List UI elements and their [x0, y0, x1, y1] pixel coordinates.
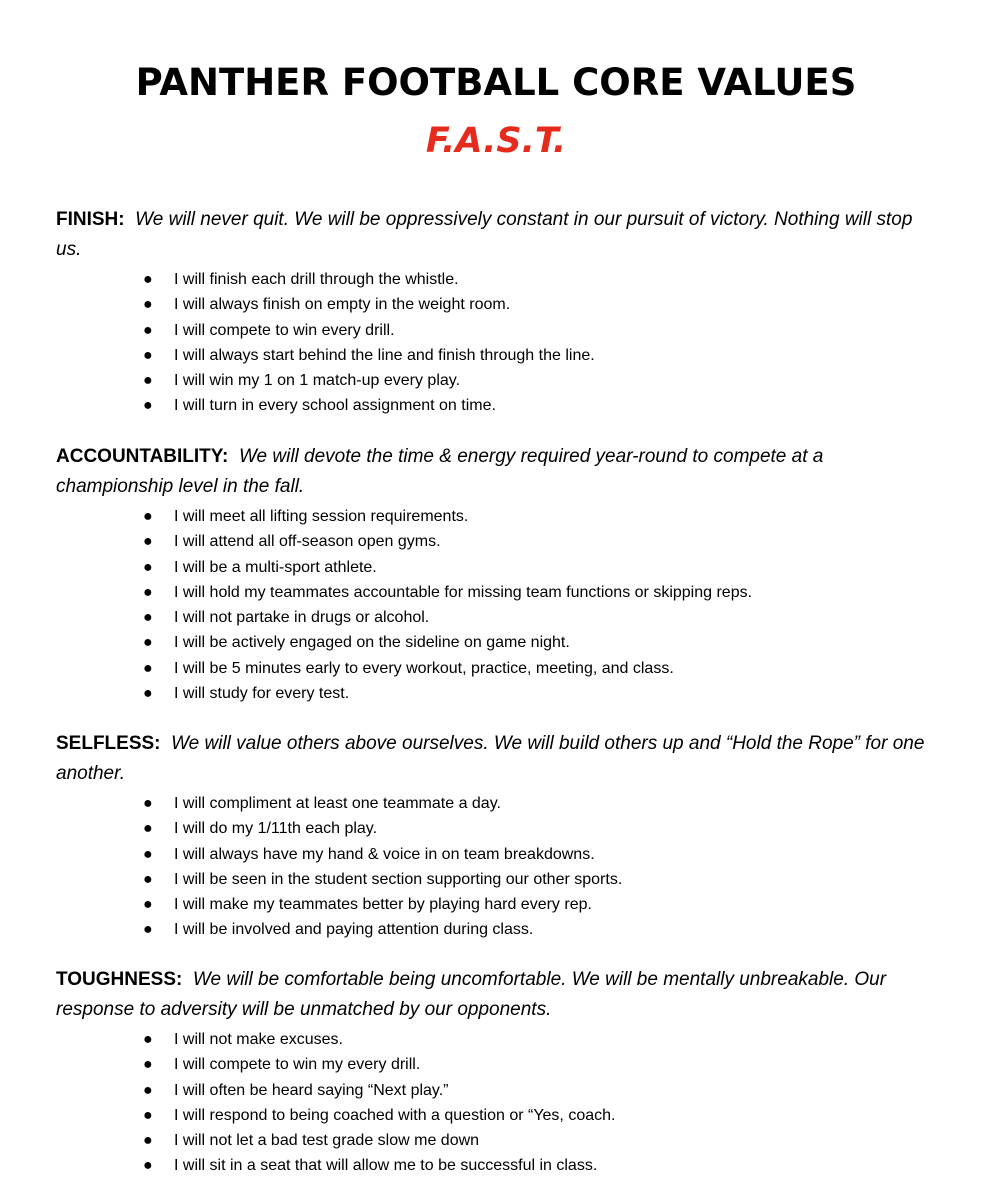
list-item-text: I will be actively engaged on the sideline on game night. — [174, 634, 570, 652]
bullet-icon: ● — [143, 533, 153, 551]
list-item-text: I will respond to being coached with a question or “Yes, coach. — [174, 1106, 616, 1124]
section-heading — [56, 965, 936, 1025]
bullet-icon: ● — [143, 870, 153, 888]
list-item — [56, 267, 936, 292]
list-item-text: I will win my 1 on 1 match-up every play. — [174, 372, 461, 390]
bullet-icon: ● — [143, 583, 153, 601]
list-item — [56, 368, 936, 393]
list-item — [56, 917, 936, 942]
list-item — [56, 892, 936, 917]
list-item — [56, 1153, 936, 1178]
list-item — [56, 393, 936, 418]
list-item — [56, 1052, 936, 1077]
bullet-icon: ● — [143, 271, 153, 288]
list-item — [56, 555, 936, 580]
list-item-text: I will make my teammates better by playing hard every rep. — [174, 896, 592, 914]
section-description: We will never quit. We will be oppressively constant in our pursuit of victory. Nothing will stop us. — [56, 209, 913, 260]
list-item — [56, 1103, 936, 1128]
section-label: TOUGHNESS: — [56, 969, 183, 990]
bullet-icon: ● — [143, 372, 153, 390]
list-item-text: I will not partake in drugs or alcohol. — [174, 609, 430, 627]
section-heading — [56, 205, 936, 265]
bullet-icon: ● — [143, 1157, 153, 1175]
section-heading — [56, 442, 936, 502]
section-description: We will be comfortable being uncomfortable. We will be mentally unbreakable. Our response to adversity will be unmatched by our opponents. — [56, 969, 887, 1020]
list-item — [56, 318, 936, 343]
section-label: FINISH: — [56, 209, 125, 230]
bullet-icon: ● — [143, 346, 153, 364]
list-item — [56, 791, 936, 816]
bullet-icon: ● — [143, 795, 153, 812]
list-item — [56, 343, 936, 368]
list-item — [56, 292, 936, 317]
section-label: ACCOUNTABILITY: — [56, 446, 229, 467]
list-item — [56, 842, 936, 867]
bullet-icon: ● — [143, 921, 153, 939]
list-item-text: I will turn in every school assignment on time. — [174, 397, 496, 415]
list-item-text: I will always finish on empty in the weight room. — [174, 296, 511, 314]
acronym-subtitle: F.A.S.T. — [425, 121, 567, 161]
bullet-icon: ● — [143, 1132, 153, 1150]
bullet-icon: ● — [143, 1081, 153, 1099]
list-item — [56, 504, 936, 529]
bullet-icon: ● — [143, 1031, 153, 1048]
section-description: We will devote the time & energy required year-round to compete at a championship level in the fall. — [56, 446, 824, 497]
list-item — [56, 630, 936, 655]
list-item — [56, 580, 936, 605]
bullet-list — [56, 1027, 936, 1179]
bullet-list — [56, 791, 936, 943]
list-item — [56, 656, 936, 681]
list-item — [56, 605, 936, 630]
list-item-text: I will not let a bad test grade slow me down — [174, 1132, 480, 1150]
list-item-text: I will often be heard saying “Next play.” — [174, 1081, 449, 1099]
list-item-text: I will hold my teammates accountable for missing team functions or skipping reps. — [174, 583, 753, 601]
list-item-text: I will compliment at least one teammate a day. — [174, 795, 501, 812]
bullet-icon: ● — [143, 296, 153, 314]
bullet-icon: ● — [143, 1056, 153, 1074]
bullet-list — [56, 504, 936, 706]
list-item-text: I will be 5 minutes early to every workout, practice, meeting, and class. — [174, 659, 674, 677]
list-item-text: I will compete to win my every drill. — [174, 1056, 421, 1074]
list-item-text: I will do my 1/11th each play. — [174, 820, 378, 838]
bullet-icon: ● — [143, 609, 153, 627]
bullet-icon: ● — [143, 1106, 153, 1124]
section-toughness — [56, 965, 936, 1179]
list-item — [56, 1078, 936, 1103]
section-description: We will value others above ourselves. We will build others up and “Hold the Rope” for one another. — [56, 733, 925, 784]
section-heading — [56, 729, 936, 789]
section-finish — [56, 205, 936, 419]
bullet-icon: ● — [143, 321, 153, 339]
list-item-text: I will not make excuses. — [174, 1031, 343, 1048]
bullet-icon: ● — [143, 845, 153, 863]
bullet-icon: ● — [143, 685, 153, 703]
list-item-text: I will always start behind the line and finish through the line. — [174, 346, 595, 364]
list-item-text: I will finish each drill through the whistle. — [174, 271, 459, 288]
bullet-icon: ● — [143, 558, 153, 576]
list-item — [56, 816, 936, 841]
section-label: SELFLESS: — [56, 733, 161, 754]
bullet-icon: ● — [143, 820, 153, 838]
list-item-text: I will be involved and paying attention during class. — [174, 921, 534, 939]
list-item-text: I will always have my hand & voice in on team breakdowns. — [174, 845, 595, 863]
list-item-text: I will attend all off-season open gyms. — [174, 533, 441, 551]
list-item — [56, 867, 936, 892]
bullet-icon: ● — [143, 508, 153, 525]
list-item — [56, 681, 936, 706]
bullet-icon: ● — [143, 634, 153, 652]
page-title: PANTHER FOOTBALL CORE VALUES — [135, 61, 857, 104]
bullet-list — [56, 267, 936, 419]
list-item-text: I will compete to win every drill. — [174, 321, 395, 339]
section-accountability — [56, 442, 936, 706]
list-item-text: I will be seen in the student section supporting our other sports. — [174, 870, 623, 888]
section-selfless — [56, 729, 936, 943]
list-item-text: I will sit in a seat that will allow me to be successful in class. — [174, 1157, 598, 1175]
bullet-icon: ● — [143, 659, 153, 677]
list-item — [56, 1027, 936, 1052]
list-item — [56, 1128, 936, 1153]
list-item-text: I will be a multi-sport athlete. — [174, 558, 377, 576]
list-item-text: I will meet all lifting session requirements. — [174, 508, 469, 525]
list-item — [56, 529, 936, 554]
bullet-icon: ● — [143, 397, 153, 415]
bullet-icon: ● — [143, 896, 153, 914]
list-item-text: I will study for every test. — [174, 685, 350, 703]
